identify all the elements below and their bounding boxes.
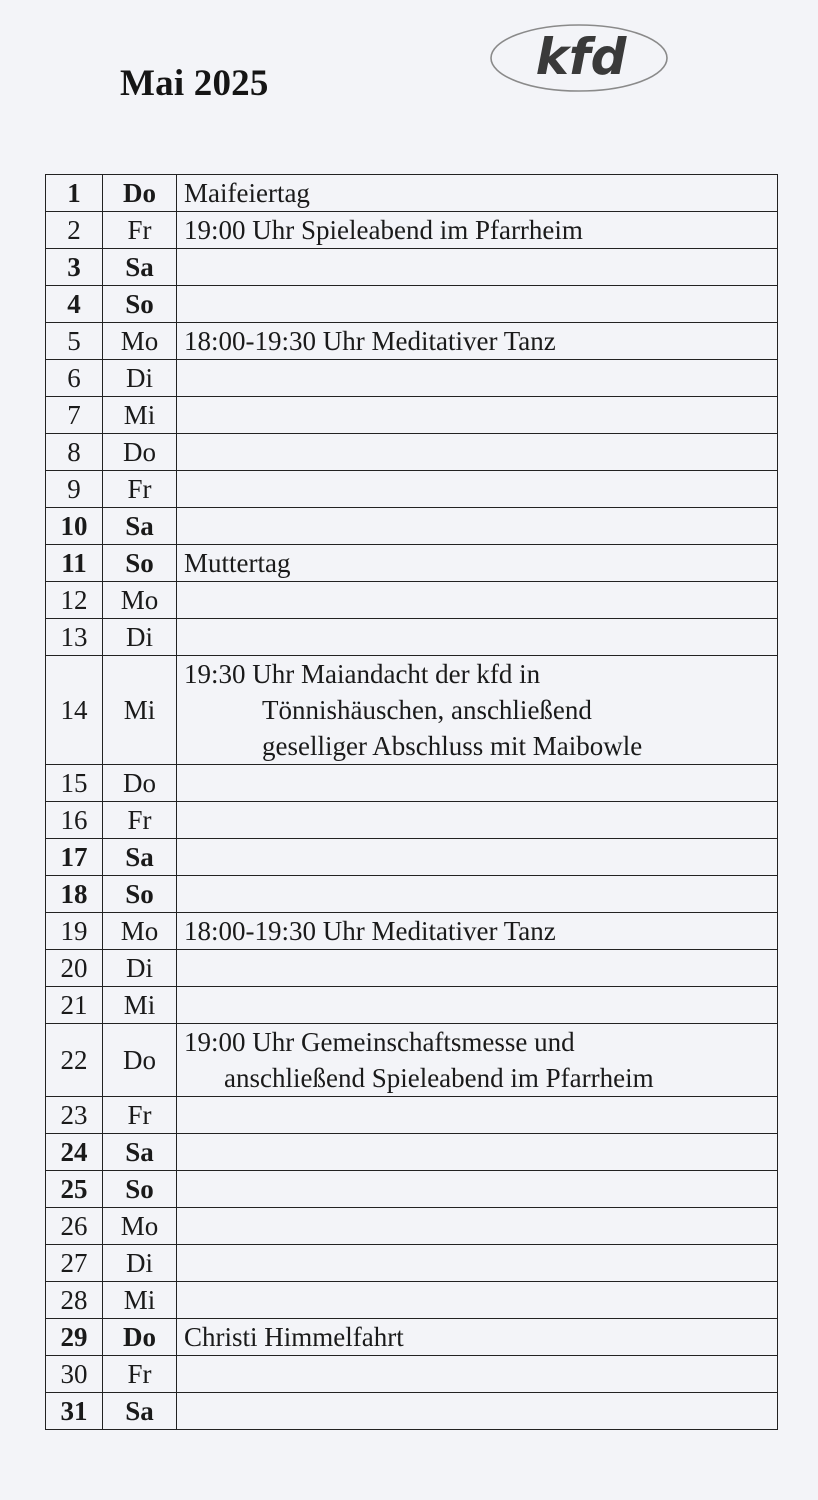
event-cell [177,249,778,286]
calendar-row-day-28 [46,1282,778,1319]
weekday-label: Fr [103,471,177,508]
event-cell [177,508,778,545]
calendar-row-day-13 [46,619,778,656]
day-number: 7 [46,397,103,434]
event-cell [177,1393,778,1430]
calendar-row-day-14 [46,656,778,765]
event-cell [177,1208,778,1245]
weekday-label: So [103,286,177,323]
event-cell [177,434,778,471]
day-number: 9 [46,471,103,508]
event-cell [177,1171,778,1208]
day-number: 28 [46,1282,103,1319]
day-number: 14 [46,656,103,765]
event-text-line: 18:00-19:30 Uhr Meditativer Tanz [184,916,556,946]
calendar-row-day-27 [46,1245,778,1282]
day-number: 29 [46,1319,103,1356]
calendar-row-day-4 [46,286,778,323]
day-number: 3 [46,249,103,286]
weekday-label: Sa [103,1393,177,1430]
event-text-line: 18:00-19:30 Uhr Meditativer Tanz [184,326,556,356]
event-text-line: anschließend Spieleabend im Pfarrheim [224,1063,654,1093]
event-text-line: Christi Himmelfahrt [184,1322,404,1352]
day-number: 19 [46,913,103,950]
weekday-label: Mi [103,987,177,1024]
event-text-line: Maifeiertag [184,178,310,208]
weekday-label: Mi [103,397,177,434]
page-title: Mai 2025 [120,63,269,104]
event-text-line: geselliger Abschluss mit Maibowle [262,731,643,761]
event-cell [177,212,778,249]
calendar-row-day-2 [46,212,778,249]
weekday-label: So [103,545,177,582]
day-number: 17 [46,839,103,876]
event-cell [177,1024,778,1097]
event-cell [177,1134,778,1171]
weekday-label: Sa [103,839,177,876]
calendar-row-day-25 [46,1171,778,1208]
event-cell [177,582,778,619]
calendar-row-day-31 [46,1393,778,1430]
calendar-row-day-7 [46,397,778,434]
day-number: 15 [46,765,103,802]
weekday-label: Di [103,950,177,987]
day-number: 8 [46,434,103,471]
event-cell [177,950,778,987]
weekday-label: Do [103,765,177,802]
day-number: 30 [46,1356,103,1393]
event-cell [177,802,778,839]
event-cell [177,360,778,397]
event-cell [177,1319,778,1356]
day-number: 10 [46,508,103,545]
day-number: 13 [46,619,103,656]
weekday-label: Mi [103,1282,177,1319]
weekday-label: Do [103,175,177,212]
day-number: 24 [46,1134,103,1171]
calendar-row-day-6 [46,360,778,397]
day-number: 22 [46,1024,103,1097]
calendar-row-day-24 [46,1134,778,1171]
calendar-row-day-8 [46,434,778,471]
day-number: 27 [46,1245,103,1282]
event-cell [177,1356,778,1393]
calendar-row-day-20 [46,950,778,987]
event-text-line: 19:30 Uhr Maiandacht der kfd in [184,659,541,689]
day-number: 6 [46,360,103,397]
day-number: 4 [46,286,103,323]
event-cell [177,765,778,802]
weekday-label: Fr [103,802,177,839]
event-cell [177,323,778,360]
kfd-logo-graphic [490,24,668,92]
event-cell [177,1245,778,1282]
weekday-label: Do [103,1024,177,1097]
event-cell [177,656,778,765]
calendar-row-day-12 [46,582,778,619]
weekday-label: Fr [103,1097,177,1134]
day-number: 18 [46,876,103,913]
day-number: 26 [46,1208,103,1245]
day-number: 31 [46,1393,103,1430]
weekday-label: Fr [103,212,177,249]
weekday-label: Mo [103,582,177,619]
calendar-row-day-1 [46,175,778,212]
weekday-label: Mi [103,656,177,765]
day-number: 21 [46,987,103,1024]
day-number: 23 [46,1097,103,1134]
weekday-label: Mo [103,913,177,950]
event-cell [177,876,778,913]
day-number: 2 [46,212,103,249]
day-number: 25 [46,1171,103,1208]
event-text-line: Muttertag [184,548,291,578]
calendar-row-day-29 [46,1319,778,1356]
event-cell [177,619,778,656]
event-cell [177,913,778,950]
weekday-label: Do [103,434,177,471]
weekday-label: So [103,1171,177,1208]
event-cell [177,286,778,323]
weekday-label: So [103,876,177,913]
day-number: 16 [46,802,103,839]
weekday-label: Di [103,360,177,397]
event-text-line: 19:00 Uhr Spieleabend im Pfarrheim [184,215,583,245]
day-number: 1 [46,175,103,212]
calendar-row-day-9 [46,471,778,508]
weekday-label: Sa [103,1134,177,1171]
weekday-label: Sa [103,249,177,286]
calendar-row-day-19 [46,913,778,950]
calendar-row-day-21 [46,987,778,1024]
calendar-row-day-30 [46,1356,778,1393]
calendar-row-day-26 [46,1208,778,1245]
calendar-row-day-5 [46,323,778,360]
event-cell [177,471,778,508]
weekday-label: Mo [103,323,177,360]
calendar-row-day-11 [46,545,778,582]
month-calendar-table [45,174,778,1430]
event-cell [177,545,778,582]
day-number: 5 [46,323,103,360]
weekday-label: Mo [103,1208,177,1245]
event-cell [177,839,778,876]
calendar-row-day-16 [46,802,778,839]
calendar-row-day-15 [46,765,778,802]
calendar-row-day-3 [46,249,778,286]
event-cell [177,397,778,434]
event-text-line: Tönnishäuschen, anschließend [262,695,592,725]
weekday-label: Di [103,1245,177,1282]
weekday-label: Do [103,1319,177,1356]
calendar-row-day-18 [46,876,778,913]
weekday-label: Di [103,619,177,656]
day-number: 11 [46,545,103,582]
calendar-row-day-17 [46,839,778,876]
event-cell [177,987,778,1024]
day-number: 12 [46,582,103,619]
weekday-label: Fr [103,1356,177,1393]
event-cell [177,175,778,212]
kfd-logo [490,24,668,92]
day-number: 20 [46,950,103,987]
logo-text: kfd [535,28,627,86]
calendar-row-day-23 [46,1097,778,1134]
event-cell [177,1282,778,1319]
weekday-label: Sa [103,508,177,545]
event-cell [177,1097,778,1134]
calendar-row-day-10 [46,508,778,545]
event-text-line: 19:00 Uhr Gemeinschaftsmesse und [184,1027,575,1057]
calendar-row-day-22 [46,1024,778,1097]
